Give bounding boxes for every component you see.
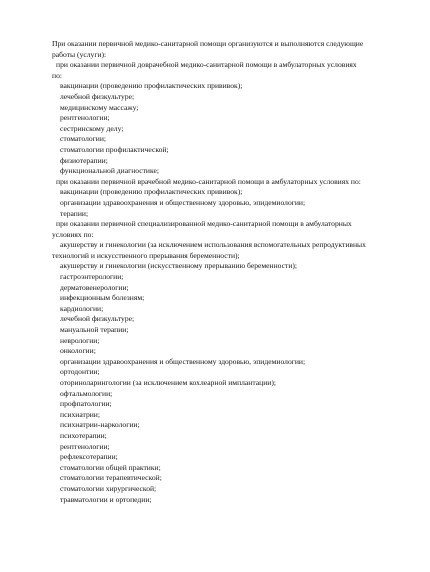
document-line: стоматологии; xyxy=(60,134,107,144)
document-line: функциональной диагностике; xyxy=(60,166,159,176)
document-line: при оказании первичной доврачебной медико-санитарной помощи в амбулаторных условиях xyxy=(56,60,357,70)
document-line: при оказании первичной врачебной медико-санитарной помощи в амбулаторных условиях по: xyxy=(56,176,361,186)
document-line: дерматовенерологии; xyxy=(60,282,129,292)
document-line: рентгенологии; xyxy=(60,113,110,123)
document-line: психиатрии-наркологии; xyxy=(60,420,140,430)
document-line: кардиологии; xyxy=(60,303,104,313)
document-line: лечебной физкультуре; xyxy=(60,314,135,324)
document-line: рентгенологии; xyxy=(60,441,110,451)
document-line: медицинскому массажу; xyxy=(60,102,139,112)
document-line: онкологии; xyxy=(60,346,96,356)
document-line: стоматологии профилактической; xyxy=(60,144,169,154)
document-line: При оказании первичной медико-санитарной помощи организуются и выполняются следующие xyxy=(52,39,364,48)
document-line: организации здравоохранения и общественному здоровью, эпидемиологии; xyxy=(60,197,306,207)
document-line: ортодонтии; xyxy=(60,367,100,377)
document-line: оториноларингологии (за исключением кохлеарной имплантации); xyxy=(60,378,276,387)
document-line: вакцинации (проведению профилактических прививок); xyxy=(60,81,243,91)
document-line: терапии; xyxy=(60,208,89,218)
document-line: психиатрии; xyxy=(60,409,100,419)
document-line: лечебной физкультуре; xyxy=(60,91,135,101)
document-line: условиях по: xyxy=(52,229,94,239)
document-line: сестринскому делу; xyxy=(60,123,124,133)
document-line: профпатологии; xyxy=(60,399,112,409)
document-line: вакцинации (проведению профилактических прививок); xyxy=(60,187,243,197)
document-line: стоматологии общей практики; xyxy=(60,462,161,472)
document-line: инфекционным болезням; xyxy=(60,293,145,303)
document-line: акушерству и гинекологии (искусственному прерыванию беременности); xyxy=(60,261,298,271)
document-line: работы (услуги): xyxy=(52,49,107,59)
document-line: технологий и искусственного прерывания беременности); xyxy=(52,250,240,260)
document-line: психотерапии; xyxy=(60,430,107,440)
document-line: гастроэнтерологии; xyxy=(60,272,124,282)
document-line: мануальной терапии; xyxy=(60,325,129,335)
document-line: офтальмологии; xyxy=(60,388,113,398)
document-line: рефлексотерапии; xyxy=(60,452,118,462)
document-line: акушерству и гинекологии (за исключением использования вспомогательных репродуктивных xyxy=(60,240,366,250)
document-line: по: xyxy=(52,70,62,80)
document-body xyxy=(52,39,412,505)
document-line: при оказании первичной специализированной медико-санитарной помощи в амбулаторных xyxy=(56,219,352,229)
document-line: стоматологии хирургической; xyxy=(60,483,157,493)
document-line: стоматологии терапевтической; xyxy=(60,473,162,483)
document-line: неврологии; xyxy=(60,335,100,345)
document-line: физиотерапии; xyxy=(60,155,108,165)
document-line: организации здравоохранения и общественному здоровью, эпидемиологии; xyxy=(60,356,306,366)
document-line: травматологии и ортопедии; xyxy=(60,494,152,504)
